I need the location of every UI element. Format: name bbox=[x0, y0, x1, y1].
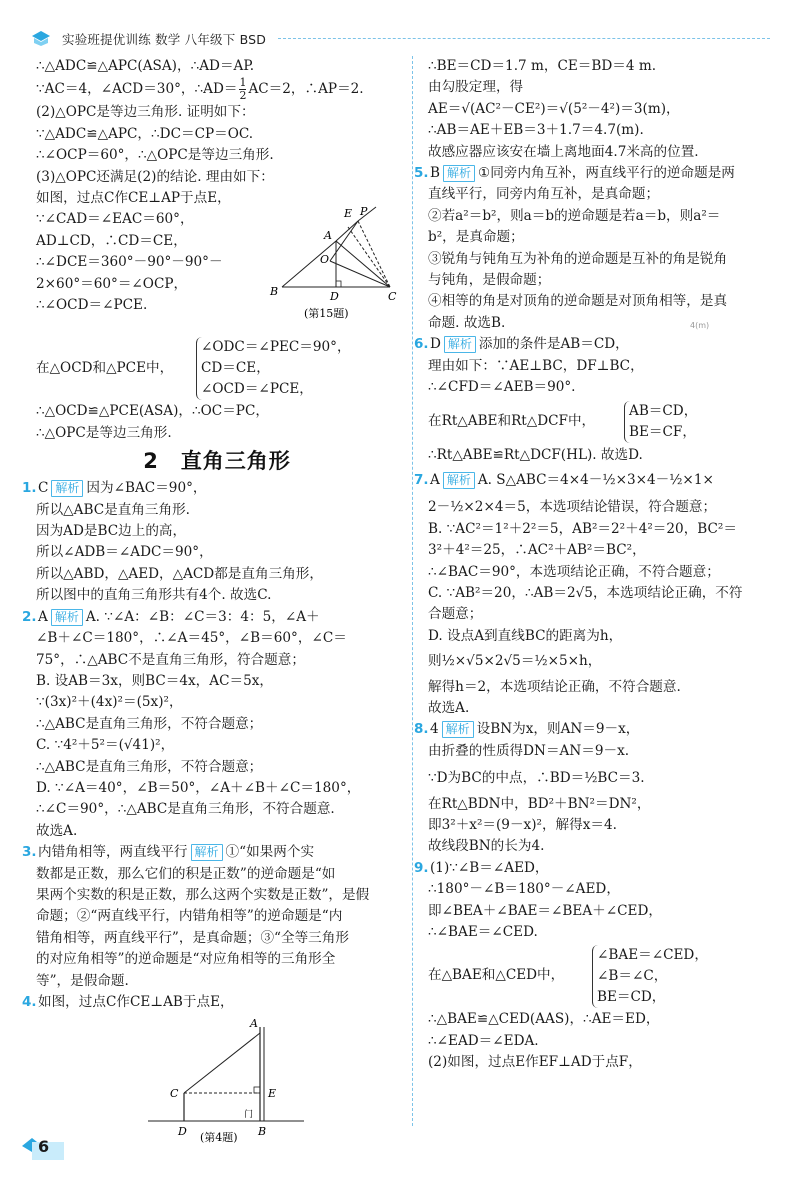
figure-caption: (第15题) bbox=[304, 307, 349, 321]
text-line: ∴∠EAD＝∠EDA. bbox=[428, 1032, 539, 1049]
text-line: 故线段BN的长为4. bbox=[428, 838, 545, 855]
fig4-label: E bbox=[268, 1087, 277, 1101]
text-line: ∵∠CAD＝∠EAC＝60°， bbox=[36, 211, 194, 228]
text-line: ∴△OCD≌△PCE(ASA)，∴OC＝PC， bbox=[36, 403, 269, 420]
text-line: ④相等的角是对顶角的逆命题是对顶角相等，是真 bbox=[428, 293, 728, 310]
fig15-label: A bbox=[324, 229, 332, 243]
text-line: ∴∠CFD＝∠AEB＝90°. bbox=[428, 379, 576, 396]
text-line: 即∠BEA＋∠BAE＝∠BEA＋∠CED， bbox=[428, 902, 662, 919]
text-line: ∴△OPC是等边三角形. bbox=[36, 424, 172, 441]
text-line: D. ∵∠A＝40°，∠B＝50°，∠A＋∠B＋∠C＝180°， bbox=[36, 779, 361, 796]
text-line: B. ∵AC²＝1²＋2²＝5，AB²＝2²＋4²＝20，BC²＝ bbox=[428, 520, 737, 537]
fig15-label: C bbox=[388, 290, 397, 304]
text-line: ∴BE＝CD＝1.7 m，CE＝BD＝4 m. bbox=[428, 58, 657, 74]
page-header bbox=[30, 28, 770, 48]
question-number: 1. bbox=[22, 480, 37, 497]
column-divider bbox=[412, 56, 413, 1126]
question-number: 8. bbox=[414, 721, 429, 738]
question-4: 4.如图，过点C作CE⊥AB于点E， bbox=[36, 992, 398, 1013]
figure-4 bbox=[36, 1013, 398, 1143]
text-line: C. ∵4²＋5²＝(√41)²， bbox=[36, 737, 175, 754]
left-column bbox=[22, 56, 398, 1151]
q15-block bbox=[36, 205, 398, 337]
text-line: 果两个实数的积是正数，那么这两个实数是正数”，是假 bbox=[36, 886, 370, 903]
text-line: ∠B＋∠C＝180°，∴∠A＝45°，∠B＝60°，∠C＝ bbox=[36, 630, 347, 647]
text-line: 所以△ABD，△AED，△ACD都是直角三角形， bbox=[36, 565, 323, 582]
text-line: ∴Rt△ABE≌Rt△DCF(HL). 故选D. bbox=[428, 446, 643, 463]
text-line: ∴△ABC是直角三角形，不符合题意； bbox=[36, 758, 263, 775]
analysis-tag: 解析 bbox=[443, 165, 475, 182]
text-line: ∵D为BC的中点，∴BD＝½BC＝3. bbox=[428, 770, 645, 787]
text-line: 的对应角相等”的逆命题是“对应角相等的三角形全 bbox=[36, 951, 336, 968]
fig4-label: B bbox=[258, 1125, 267, 1139]
question-3: 3.内错角相等，两直线平行 解析 ①“如果两个实 bbox=[36, 842, 398, 863]
figure-caption: (第4题) bbox=[200, 1131, 238, 1144]
text-line: 在△BAE和△CED中， ∠BAE＝∠CED， ∠B＝∠C， BE＝CD， bbox=[428, 943, 774, 1009]
question-9: 9.(1)∵∠B＝∠AED， bbox=[428, 858, 774, 879]
text-line: ③锐角与钝角互为补角的逆命题是互补的角是锐角 bbox=[428, 250, 728, 267]
text-line: AD⊥CD，∴CD＝CE， bbox=[36, 232, 187, 249]
fig15-label: P bbox=[360, 205, 368, 219]
text-line: 等”，是假命题. bbox=[36, 972, 129, 989]
text-line: ∴△BAE≌△CED(AAS)，∴AE＝ED， bbox=[428, 1011, 660, 1028]
fraction: $\frac{1}{2}$ bbox=[239, 76, 247, 103]
text-line: 75°，∴△ABC不是直角三角形，符合题意； bbox=[36, 651, 305, 668]
text-line: (3)△OPC还满足(2)的结论. 理由如下： bbox=[36, 168, 274, 185]
text-line: 故选A. bbox=[428, 699, 470, 716]
text-line: 命题. 故选B. 4(m) bbox=[428, 313, 774, 334]
congruence-brace: ∠ODC＝∠PEC＝90°， CD＝CE， ∠OCD＝∠PCE， bbox=[196, 337, 351, 400]
text-line: 3²＋4²＝25，∴AC²＋AB²＝BC²， bbox=[428, 542, 646, 559]
text-line: ∵(3x)²＋(4x)²＝(5x)²， bbox=[36, 694, 183, 711]
congruence-brace: AB＝CD， BE＝CF， bbox=[624, 401, 697, 443]
text-line: ∴△ABC是直角三角形，不符合题意； bbox=[36, 715, 263, 732]
text-line: 与钝角，是假命题； bbox=[428, 272, 551, 289]
text-line: b²，是真命题； bbox=[428, 229, 524, 246]
analysis-tag: 解析 bbox=[51, 480, 83, 497]
text-line: ∴∠BAE＝∠CED. bbox=[428, 924, 538, 941]
text-line: 解得h＝2，本选项结论正确，不符合题意. bbox=[428, 678, 681, 695]
text-line: 所以△ABC是直角三角形. bbox=[36, 501, 190, 518]
text-line: C. ∵AB²＝20，∴AB＝2√5，本选项结论正确，不符 bbox=[428, 584, 743, 601]
page-number: 6 bbox=[38, 1137, 50, 1156]
question-number: 7. bbox=[414, 471, 429, 488]
question-2: 2.A 解析 A. ∵∠A：∠B：∠C＝3：4：5，∠A＋ bbox=[36, 607, 398, 628]
text-line: ∴180°－∠B＝180°－∠AED， bbox=[428, 881, 620, 898]
text-line: ∴∠BAC＝90°，本选项结论正确，不符合题意； bbox=[428, 563, 720, 580]
text-line: 在Rt△ABE和Rt△DCF中， AB＝CD， BE＝CF， bbox=[428, 399, 774, 445]
text-line: ∴∠C＝90°，∴△ABC是直角三角形，不符合题意. bbox=[36, 801, 335, 818]
section-title: 2 直角三角形 bbox=[143, 449, 291, 474]
text-line: 由勾股定理，得 bbox=[428, 79, 524, 96]
text-line: 所以图中的直角三角形共有4个. 故选C. bbox=[36, 587, 272, 604]
fig15-label: O bbox=[320, 253, 330, 267]
handwritten-mark: 4(m) bbox=[690, 320, 710, 330]
question-number: 5. bbox=[414, 165, 429, 182]
question-number: 9. bbox=[414, 859, 429, 876]
text-line: 合题意； bbox=[428, 606, 483, 623]
text-line: (2)△OPC是等边三角形. 证明如下： bbox=[36, 104, 255, 121]
header-title: 实验班提优训练 数学 八年级下 BSD bbox=[62, 32, 267, 47]
text-line: 理由如下：∵AE⊥BC，DF⊥BC， bbox=[428, 357, 644, 374]
text-line: 由折叠的性质得DN＝AN＝9－x. bbox=[428, 742, 630, 759]
fig15-label: E bbox=[344, 207, 353, 221]
question-8: 8.4 解析 设BN为x，则AN＝9－x， bbox=[428, 719, 774, 740]
figure-15 bbox=[264, 203, 400, 321]
fig4-label: A bbox=[250, 1017, 258, 1031]
text-line: ∴∠DCE＝360°－90°－90°－ bbox=[36, 254, 223, 271]
question-6: 6.D 解析 添加的条件是AB＝CD， bbox=[428, 334, 774, 355]
analysis-tag: 解析 bbox=[51, 609, 83, 626]
text-line: ∵△ADC≌△APC，∴DC＝CP＝OC. bbox=[36, 125, 254, 142]
fig15-label: D bbox=[330, 290, 339, 304]
text-line: 故选A. bbox=[36, 822, 78, 839]
page-number-badge bbox=[20, 1134, 66, 1160]
text-line: 如图，过点C作CE⊥AP于点E， bbox=[36, 190, 231, 207]
text-line: ∴AB＝AE＋EB＝3＋1.7＝4.7(m). bbox=[428, 122, 644, 139]
question-number: 2. bbox=[22, 608, 37, 625]
fig15-label: B bbox=[270, 285, 279, 299]
text-line: ∴∠OCD＝∠PCE. bbox=[36, 297, 148, 314]
text-line: D. 设点A到直线BC的距离为h， bbox=[428, 627, 623, 644]
text-line: 在Rt△BDN中，BD²＋BN²＝DN²， bbox=[428, 795, 651, 812]
text-line: 2×60°＝60°＝∠OCP， bbox=[36, 275, 188, 292]
text-line: 故感应器应该安在墙上离地面4.7米高的位置. bbox=[428, 143, 699, 160]
fig4-label: C bbox=[170, 1087, 179, 1101]
analysis-tag: 解析 bbox=[191, 844, 223, 861]
header-rule bbox=[278, 38, 770, 39]
text-line: ∴∠OCP＝60°，∴△OPC是等边三角形. bbox=[36, 147, 274, 164]
question-number: 4. bbox=[22, 994, 37, 1010]
right-column bbox=[414, 56, 774, 1074]
question-number: 6. bbox=[414, 336, 429, 353]
analysis-tag: 解析 bbox=[444, 336, 476, 353]
text-line: ∴△ADC≌△APC(ASA)，∴AD＝AP. bbox=[36, 58, 255, 74]
fig4-label: 门 bbox=[244, 1110, 254, 1121]
question-5: 5.B 解析 ①同旁内角互补，两直线平行的逆命题是两 bbox=[428, 163, 774, 184]
text-line: 即3²＋x²＝(9－x)²，解得x＝4. bbox=[428, 817, 617, 833]
text-line: 错角相等，两直线平行”，是真命题；③“全等三角形 bbox=[36, 929, 349, 946]
text-line: ②若a²＝b²，则a＝b的逆命题是若a＝b，则a²＝ bbox=[428, 207, 721, 224]
text-line: AE＝√(AC²－CE²)＝√(5²－4²)＝3(m)， bbox=[428, 100, 680, 117]
text-line: ∵AC＝4，∠ACD＝30°，∴AD＝ $\frac{1}{2}$ AC＝2，∴AP＝2. bbox=[36, 76, 364, 103]
text-line: 因为AD是BC边上的高， bbox=[36, 523, 187, 540]
congruence-brace: ∠BAE＝∠CED， ∠B＝∠C， BE＝CD， bbox=[592, 945, 708, 1008]
text-line: 直线平行，同旁内角互补，是真命题； bbox=[428, 186, 660, 203]
analysis-tag: 解析 bbox=[442, 721, 474, 738]
text-line: 2－½×2×4＝5，本选项结论错误，符合题意； bbox=[428, 499, 717, 516]
fig4-label: D bbox=[178, 1125, 187, 1139]
text-line: (2)如图，过点E作EF⊥AD于点F， bbox=[428, 1054, 642, 1071]
text-line: 所以∠ADB＝∠ADC＝90°， bbox=[36, 544, 213, 561]
text-line: B. 设AB＝3x，则BC＝4x，AC＝5x， bbox=[36, 672, 273, 689]
text-line: 在△OCD和△PCE中， ∠ODC＝∠PEC＝90°， CD＝CE， ∠OCD＝∠PCE， bbox=[36, 337, 398, 401]
text-line: 数都是正数，那么它们的积是正数”的逆命题是“如 bbox=[36, 865, 336, 882]
analysis-tag: 解析 bbox=[443, 472, 475, 489]
question-1: 1.C 解析 因为∠BAC＝90°， bbox=[36, 478, 398, 499]
book-logo-icon bbox=[30, 28, 52, 48]
text-line: 命题；②“两直线平行，内错角相等”的逆命题是“内 bbox=[36, 908, 343, 925]
text-line: 则½×√5×2√5＝½×5×h， bbox=[428, 653, 602, 670]
question-7: 7.A 解析 A. S△ABC＝4×4－½×3×4－½×1× bbox=[428, 470, 774, 491]
question-number: 3. bbox=[22, 844, 37, 861]
